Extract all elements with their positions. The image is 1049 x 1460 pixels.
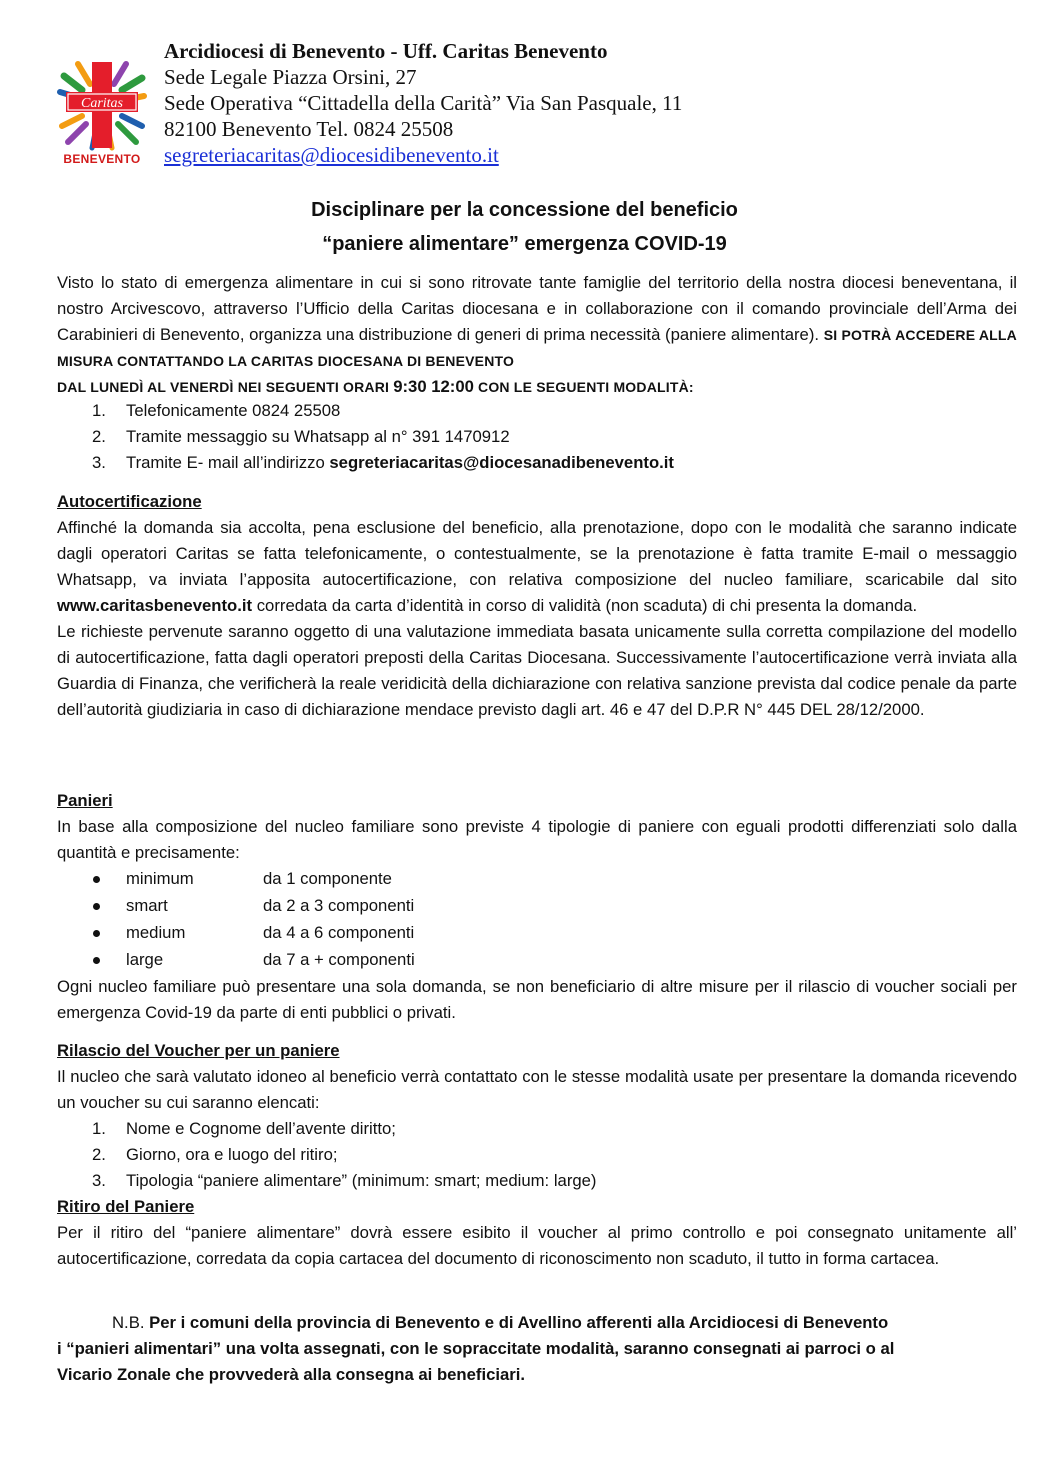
intro-days: DAL LUNEDÌ AL VENERDÌ NEI SEGUENTI ORARI xyxy=(57,379,394,395)
logo-wordmark: Caritas xyxy=(80,96,124,111)
section-heading-autocertificazione: Autocertificazione xyxy=(57,492,202,511)
intro-hours: 9:30 12:00 xyxy=(393,377,474,396)
voucher-intro: Il nucleo che sarà valutato idoneo al beneficio verrà contattato con le stesse modalità usate per presentare la domanda ricevendo un voucher su cui saranno elencati: xyxy=(57,1067,1017,1112)
intro-modalities: CON LE SEGUENTI MODALITÀ: xyxy=(473,379,694,395)
contact-methods-list xyxy=(57,398,1017,476)
operational-address: Sede Operativa “Cittadella della Carità” Via San Pasquale, 11 xyxy=(164,91,683,115)
caritas-logo xyxy=(52,56,152,168)
list-item: 3. Tramite E- mail all’indirizzo segreteriacaritas@diocesanadibenevento.it xyxy=(92,453,674,472)
list-item: smart da 2 a 3 componenti xyxy=(57,893,1017,920)
caritas-hands-cross-icon xyxy=(52,56,152,152)
website-link[interactable]: www.caritasbenevento.it xyxy=(57,596,253,615)
organization-name: Arcidiocesi di Benevento - Uff. Caritas Benevento xyxy=(164,39,608,63)
intro-text: Visto lo stato di emergenza alimentare in cui si sono ritrovate tante famiglie del territorio della nostra diocesi beneventana, il nostro Arcivescovo, attraverso l’Ufficio della Caritas diocesana e in collaborazione con il comando provinciale dell’Arma dei Carabinieri di Benevento, organizza una distribuzione di generi di prima necessità (paniere alimentare). xyxy=(57,273,1017,344)
section-heading-panieri: Panieri xyxy=(57,791,113,810)
intro-access-notice: SI POTRÀ ACCEDERE ALLA MISURA CONTATTANDO LA CARITAS DIOCESANA DI BENEVENTO xyxy=(57,327,1017,369)
autocert-paragraph-1: Affinché la domanda sia accolta, pena esclusione del beneficio, alla prenotazione, dopo con le modalità che saranno indicate dagli operatori Caritas se fatta telefonicamente, o contestualmente, se la prenotazione è fatta tramite E-mail o messaggio Whatsapp, va inviata l’apposita autocertificazione, con relativa composizione del nucleo familiare, scaricabile dal sito www.caritasbenevento.it corredata da carta d’identità in corso di validità (non scaduta) di chi presenta la domanda. xyxy=(57,518,1017,615)
voucher-items-list xyxy=(57,1116,1017,1194)
list-item: 1. Telefonicamente 0824 25508 xyxy=(92,401,341,420)
list-item: large da 7 a + componenti xyxy=(57,947,1017,974)
intro-paragraph xyxy=(57,270,1017,400)
basket-types-list xyxy=(57,866,1017,974)
list-item: 1. Nome e Cognome dell’avente diritto; xyxy=(92,1119,396,1138)
contact-email[interactable]: segreteriacaritas@diocesanadibenevento.it xyxy=(329,453,674,472)
section-heading-voucher: Rilascio del Voucher per un paniere xyxy=(57,1041,340,1060)
list-item: 3. Tipologia “paniere alimentare” (minimum: smart; medium: large) xyxy=(92,1171,597,1190)
legal-address: Sede Legale Piazza Orsini, 27 xyxy=(164,65,417,89)
document-title-line1: Disciplinare per la concessione del beneficio xyxy=(311,199,738,221)
list-item: 2. Tramite messaggio su Whatsapp al n° 391 1470912 xyxy=(92,427,510,446)
nb-note: N.B. Per i comuni della provincia di Benevento e di Avellino afferenti alla Arcidiocesi di Benevento i “panieri alimentari” una volta assegnati, con le sopraccitate modalità, saranno consegnati ai parroci o al Vicario Zonale che provvederà alla consegna ai beneficiari. xyxy=(57,1313,895,1384)
list-item: medium da 4 a 6 componenti xyxy=(57,920,1017,947)
section-heading-ritiro: Ritiro del Paniere xyxy=(57,1197,195,1216)
panieri-intro: In base alla composizione del nucleo familiare sono previste 4 tipologie di paniere con eguali prodotti differenziati solo dalla quantità e precisamente: xyxy=(57,817,1017,862)
list-item: minimum da 1 componente xyxy=(57,866,1017,893)
panieri-note: Ogni nucleo familiare può presentare una sola domanda, se non beneficiario di altre misure per il rilascio di voucher sociali per emergenza Covid-19 da parte di enti pubblici o privati. xyxy=(57,977,1017,1022)
ritiro-paragraph: Per il ritiro del “paniere alimentare” dovrà essere esibito il voucher al primo controllo e poi consegnato unitamente all’ autocertificazione, corredata da copia cartacea del documento di riconoscimento non scaduto, il tutto in forma cartacea. xyxy=(57,1223,1017,1268)
letterhead xyxy=(164,38,682,168)
nb-label: N.B. xyxy=(112,1313,150,1332)
logo-city: BENEVENTO xyxy=(63,152,141,166)
city-phone: 82100 Benevento Tel. 0824 25508 xyxy=(164,117,454,141)
list-item: 2. Giorno, ora e luogo del ritiro; xyxy=(92,1145,338,1164)
autocert-paragraph-2: Le richieste pervenute saranno oggetto di una valutazione immediata basata unicamente sulla corretta compilazione del modello di autocertificazione, fatta dagli operatori preposti della Caritas Diocesana. Successivamente l’autocertificazione verrà inviata alla Guardia di Finanza, che verificherà la reale veridicità della dichiarazione con relativa sanzione prevista dal codice penale da parte dell’autorità giudiziaria in caso di dichiarazione mendace previsto dagli art. 46 e 47 del D.P.R N° 445 DEL 28/12/2000. xyxy=(57,622,1017,719)
document-title-line2: “paniere alimentare” emergenza COVID-19 xyxy=(322,233,727,255)
email-link[interactable]: segreteriacaritas@diocesidibenevento.it xyxy=(164,143,499,167)
